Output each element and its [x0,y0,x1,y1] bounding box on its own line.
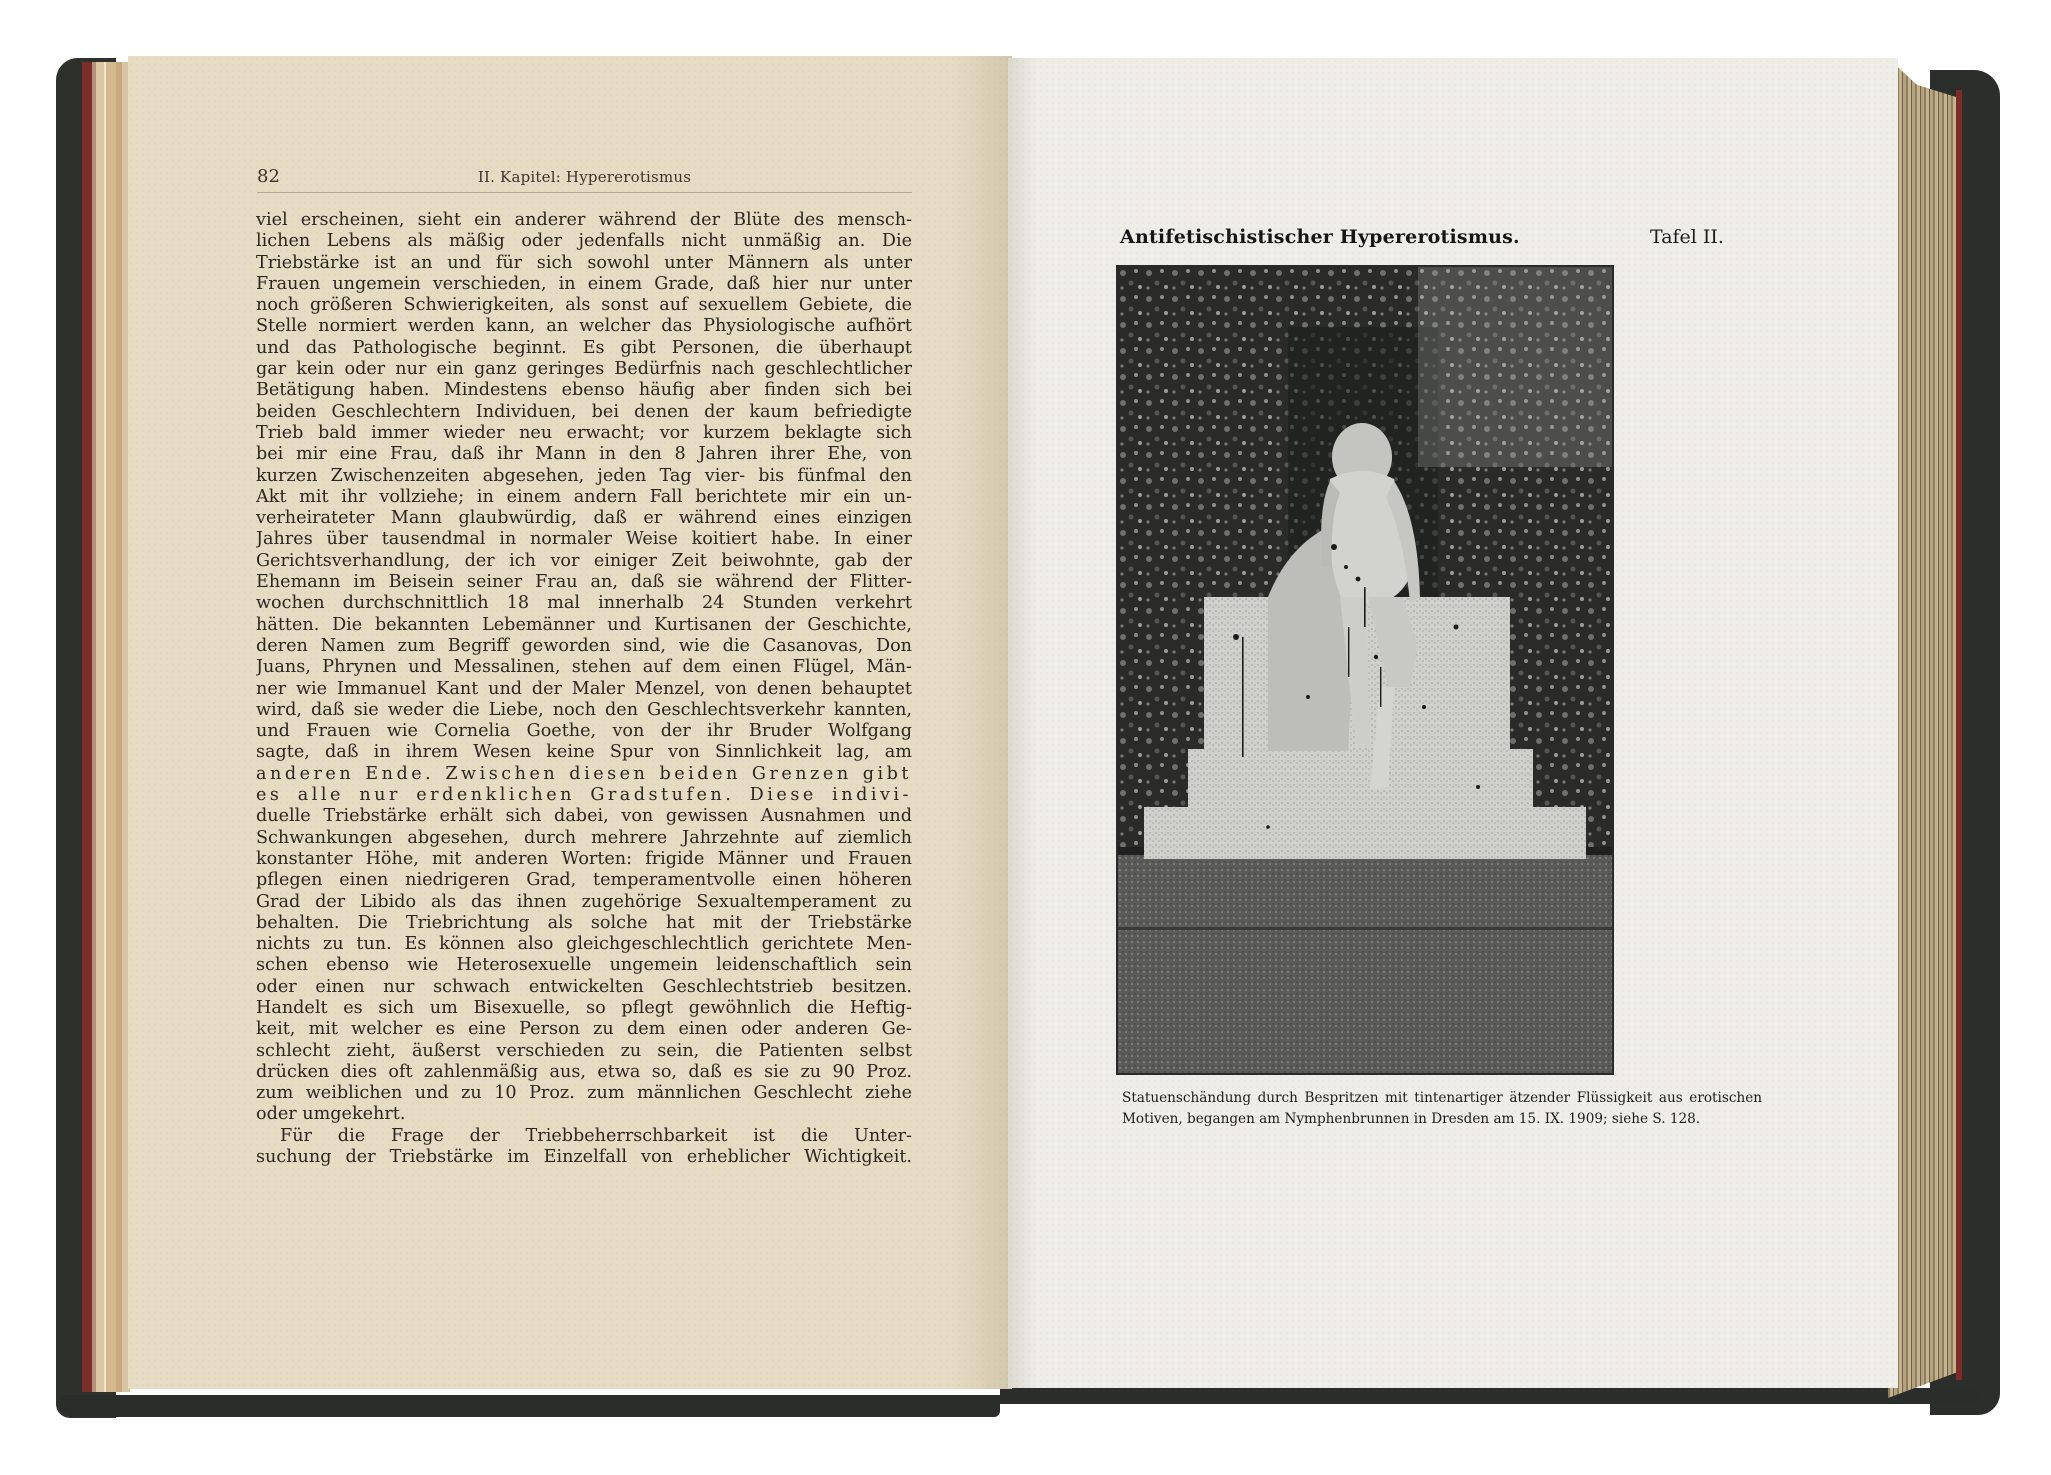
text-line: duelle Triebstärke erhält sich dabei, von gewissen Ausnahmen und [256,806,912,827]
text-line-spaced: es alle nur erdenklichen Gradstufen. Diese indivi- [256,785,912,806]
text-line: drücken dies oft zahlenmäßig aus, etwa so, daß es sie zu 90 Proz. [256,1061,912,1082]
text-line: sagte, daß in ihrem Wesen keine Spur von Sinnlichkeit lag, am [256,742,912,763]
text-line: Trieb bald immer wieder neu erwacht; vor kurzem beklagte sich [256,422,912,443]
text-line: viel erscheinen, sieht ein anderer während der Blüte des mensch- [256,210,912,230]
text-line: pflegen einen niedrigeren Grad, temperamentvolle einen höheren [256,870,912,891]
page-number: 82 [257,166,280,187]
text-line-paragraph-start: Für die Frage der Triebbeherrschbarkeit ist die Unter- [280,1125,912,1146]
text-line: Handelt es sich um Bisexuelle, so pflegt gewöhnlich die Heftig- [256,997,912,1018]
page-edge-red-stripe [1956,90,1962,1380]
plate-title: Antifetischistischer Hypererotismus. [1120,226,1520,248]
text-line-spaced: anderen Ende. Zwischen diesen beiden Grenzen gibt [256,763,912,784]
book-cover-bottom-right [1000,1388,1980,1404]
text-line: hätten. Die bekannten Lebemänner und Kurtisanen der Geschichte, [256,614,912,635]
text-line: Frauen ungemein verschieden, in einem Grade, daß hier nur unter [256,273,912,294]
text-line: keit, mit welcher es eine Person zu dem einen oder anderen Ge- [256,1019,912,1040]
text-line: Triebstärke ist an und für sich sowohl unter Männern als unter [256,252,912,273]
statue-photograph [1116,265,1614,1075]
text-line: nichts zu tun. Es können also gleichgeschlechtlich gerichtete Men- [256,934,912,955]
text-line: noch größeren Schwierigkeiten, als sonst auf sexuellem Gebiete, die [256,295,912,316]
text-line: verheirateter Mann glaubwürdig, daß er während eines einzigen [256,508,912,529]
text-line: Akt mit ihr vollziehe; in einem andern Fall berichtete mir ein un- [256,486,912,507]
page-edges-right [1888,58,1960,1398]
text-line: konstanter Höhe, mit anderen Worten: frigide Männer und Frauen [256,848,912,869]
text-line: Grad der Libido als das ihnen zugehörige Sexualtemperament zu [256,891,912,912]
text-line: Stelle normiert werden kann, an welcher das Physiologische aufhört [256,316,912,337]
text-line: Juans, Phrynen und Messalinen, stehen auf dem einen Flügel, Män- [256,657,912,678]
text-line: Betätigung haben. Mindestens ebenso häufig aber finden sich bei [256,380,912,401]
body-text [256,210,912,1168]
text-line-paragraph-end: oder umgekehrt. [256,1104,406,1125]
book-cover-bottom [60,1395,1000,1417]
text-line: Gerichtsverhandlung, der ich vor einiger Zeit beiwohnte, gab der [256,550,912,571]
text-line: oder einen nur schwach entwickelten Geschlechtstrieb besitzen. [256,976,912,997]
text-line: wochen durchschnittlich 18 mal innerhalb 24 Stunden verkehrt [256,593,912,614]
text-line: suchung der Triebstärke im Einzelfall von erheblicher Wichtigkeit. [256,1147,912,1168]
text-line: und das Pathologische beginnt. Es gibt Personen, die überhaupt [256,337,912,358]
text-line: gar kein oder nur ein ganz geringes Bedürfnis nach geschlechtlicher [256,359,912,380]
text-line: bei mir eine Frau, daß ihr Mann in den 8 Jahren ihrer Ehe, von [256,444,912,465]
text-line: deren Namen zum Begriff geworden sind, wie die Casanovas, Don [256,635,912,656]
photo-caption [1122,1088,1762,1130]
caption-line: Motiven, begangen am Nymphenbrunnen in Dresden am 15. IX. 1909; siehe S. 128. [1122,1111,1701,1127]
text-line: schen ebenso wie Heterosexuelle ungemein leidenschaftlich sein [256,955,912,976]
page-edges-left [82,62,130,1392]
running-header [257,162,912,193]
text-line: Schwankungen abgesehen, durch mehrere Jahrzehnte auf ziemlich [256,827,912,848]
text-line: schlecht zieht, äußerst verschieden zu sein, die Patienten selbst [256,1040,912,1061]
text-line: wird, daß sie weder die Liebe, noch den Geschlechtsverkehr kannten, [256,699,912,720]
text-line: behalten. Die Triebrichtung als solche hat mit der Triebstärke [256,912,912,933]
chapter-title: II. Kapitel: Hypererotismus [477,168,692,186]
text-line: und Frauen wie Cornelia Goethe, von der ihr Bruder Wolfgang [256,721,912,742]
plate-number: Tafel II. [1650,226,1724,248]
text-line: Jahres über tausendmal in normaler Weise koitiert habe. In einer [256,529,912,550]
text-line: zum weiblichen und zu 10 Proz. zum männlichen Geschlecht ziehe [256,1083,912,1104]
text-line: lichen Lebens als mäßig oder jedenfalls nicht unmäßig an. Die [256,231,912,252]
caption-line: Statuenschändung durch Bespritzen mit tintenartiger ätzender Flüssigkeit aus erotischen [1122,1090,1762,1106]
text-line: Ehemann im Beisein seiner Frau an, daß sie während der Flitter- [256,572,912,593]
statue-photo-illustration [1118,267,1612,1073]
text-line: beiden Geschlechtern Individuen, bei denen der kaum befriedigte [256,401,912,422]
text-line: kurzen Zwischenzeiten abgesehen, jeden Tag vier- bis fünfmal den [256,465,912,486]
text-line: ner wie Immanuel Kant und der Maler Menzel, von denen behauptet [256,678,912,699]
